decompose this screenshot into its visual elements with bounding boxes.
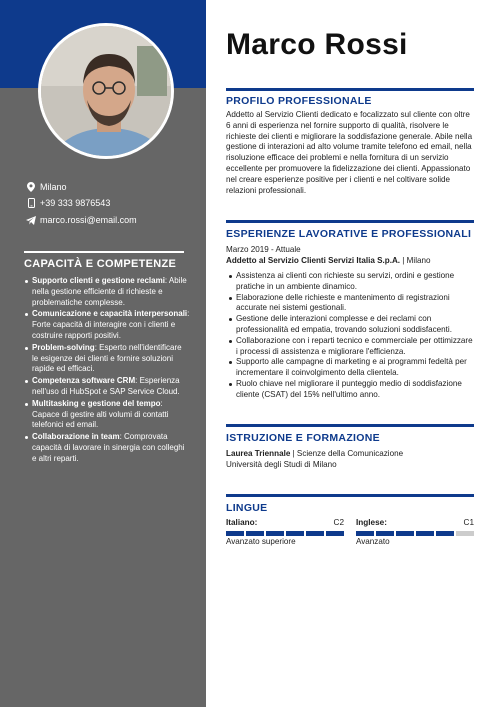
language-code: C2 [333, 518, 344, 527]
skill-item: Multitasking e gestione del tempo: Capace di gestire alti volumi di contatti telefonici ed email. [24, 399, 190, 431]
location-pin-icon [24, 181, 38, 193]
language-level-segment [376, 531, 394, 536]
language-level-segment [456, 531, 474, 536]
phone-text: +39 333 9876543 [40, 198, 111, 208]
profile-photo [38, 23, 174, 159]
paper-plane-icon [24, 214, 38, 226]
skills-title: CAPACITÀ E COMPETENZE [24, 258, 177, 270]
section-bar [226, 88, 474, 91]
language-level-segment [416, 531, 434, 536]
languages-title: LINGUE [226, 502, 268, 514]
language-code: C1 [463, 518, 474, 527]
section-bar [226, 220, 474, 223]
skills-list [24, 276, 190, 466]
language-level-segment [356, 531, 374, 536]
section-bar [226, 424, 474, 427]
person-name: Marco Rossi [226, 28, 408, 61]
contact-phone [24, 197, 194, 209]
language-name: Italiano: [226, 518, 258, 527]
education-field: | Scienze della Comunicazione [290, 449, 404, 458]
experience-dates: Marzo 2019 - Attuale [226, 245, 301, 254]
experience-bullet: Collaborazione con i reparti tecnico e commerciale per ottimizzare i processi di assistenza e migliorare l'efficienza. [226, 336, 476, 358]
location-text: Milano [40, 182, 67, 192]
language-level: Avanzato [356, 537, 390, 546]
language-level-segment [286, 531, 304, 536]
language-level-segment [326, 531, 344, 536]
education-degree: Laurea Triennale [226, 449, 291, 458]
language-level-segment [246, 531, 264, 536]
sidebar-divider [24, 251, 184, 253]
language-level-bar [226, 531, 344, 536]
experience-location: | Milano [400, 256, 431, 265]
language-name: Inglese: [356, 518, 387, 527]
language-level: Avanzato superiore [226, 537, 296, 546]
language-level-segment [396, 531, 414, 536]
section-bar [226, 494, 474, 497]
education-degree-line [226, 449, 476, 460]
language-level-segment [306, 531, 324, 536]
experience-bullet: Gestione delle interazioni complesse e dei reclami con professionalità ed empatia, trovando soluzioni soddisfacenti. [226, 314, 476, 336]
language-english [356, 518, 474, 527]
experience-bullet: Assistenza ai clienti con richieste su servizi, ordini e gestione pratiche in un ambiente dinamico. [226, 271, 476, 293]
skill-item: Competenza software CRM: Esperienza nell'uso di HubSpot e SAP Service Cloud. [24, 376, 190, 398]
phone-icon [24, 197, 38, 209]
skill-item: Problem-solving: Esperto nell'identificare le esigenze dei clienti e fornire soluzioni rapide ed efficaci. [24, 343, 190, 375]
experience-bullet: Ruolo chiave nel migliorare il punteggio medio di soddisfazione cliente (CSAT) del 15% nell'ultimo anno. [226, 379, 476, 401]
language-italian [226, 518, 344, 527]
language-level-segment [226, 531, 244, 536]
skill-item: Collaborazione in team: Comprovata capacità di lavorare in sinergia con colleghi e altri reparti. [24, 432, 190, 464]
education-school: Università degli Studi di Milano [226, 460, 337, 469]
experience-bullet: Elaborazione delle richieste e mantenimento di registrazioni accurate nei sistemi gestionali. [226, 293, 476, 315]
experience-title: ESPERIENZE LAVORATIVE E PROFESSIONALI [226, 228, 472, 240]
profile-title: PROFILO PROFESSIONALE [226, 95, 372, 107]
education-title: ISTRUZIONE E FORMAZIONE [226, 432, 380, 444]
experience-role-line [226, 256, 476, 267]
skill-item: Comunicazione e capacità interpersonali: Forte capacità di interagire con i clienti e costruire rapporti positivi. [24, 309, 190, 341]
experience-role: Addetto al Servizio Clienti Servizi Italia S.p.A. [226, 256, 401, 265]
profile-text: Addetto al Servizio Clienti dedicato e focalizzato sul cliente con oltre 6 anni di esperienza nel fornire supporto di qualità, risolvere le richieste dei clienti e migliorare la soddisfazione generale. Abile nella gestione di interazioni ad alto volume tramite telefono ed email, nella risoluzione efficace dei problemi e nella fornitura di un servizio eccellente per promuovere la fidelizzazione dei clienti. Appassionato nel creare esperienze positive per i clienti e nel coltivare solide relazioni professionali. [226, 110, 473, 195]
language-level-segment [266, 531, 284, 536]
contact-email [24, 214, 194, 226]
experience-bullets [226, 271, 476, 401]
experience-bullet: Supporto alle campagne di marketing e ai programmi fedeltà per incrementare il coinvolgimento della clientela. [226, 357, 476, 379]
skill-item: Supporto clienti e gestione reclami: Abile nella gestione efficiente di richieste e problematiche complesse. [24, 276, 190, 308]
language-level-segment [436, 531, 454, 536]
contact-location [24, 181, 194, 193]
language-level-bar [356, 531, 474, 536]
email-text[interactable]: marco.rossi@email.com [40, 215, 137, 225]
